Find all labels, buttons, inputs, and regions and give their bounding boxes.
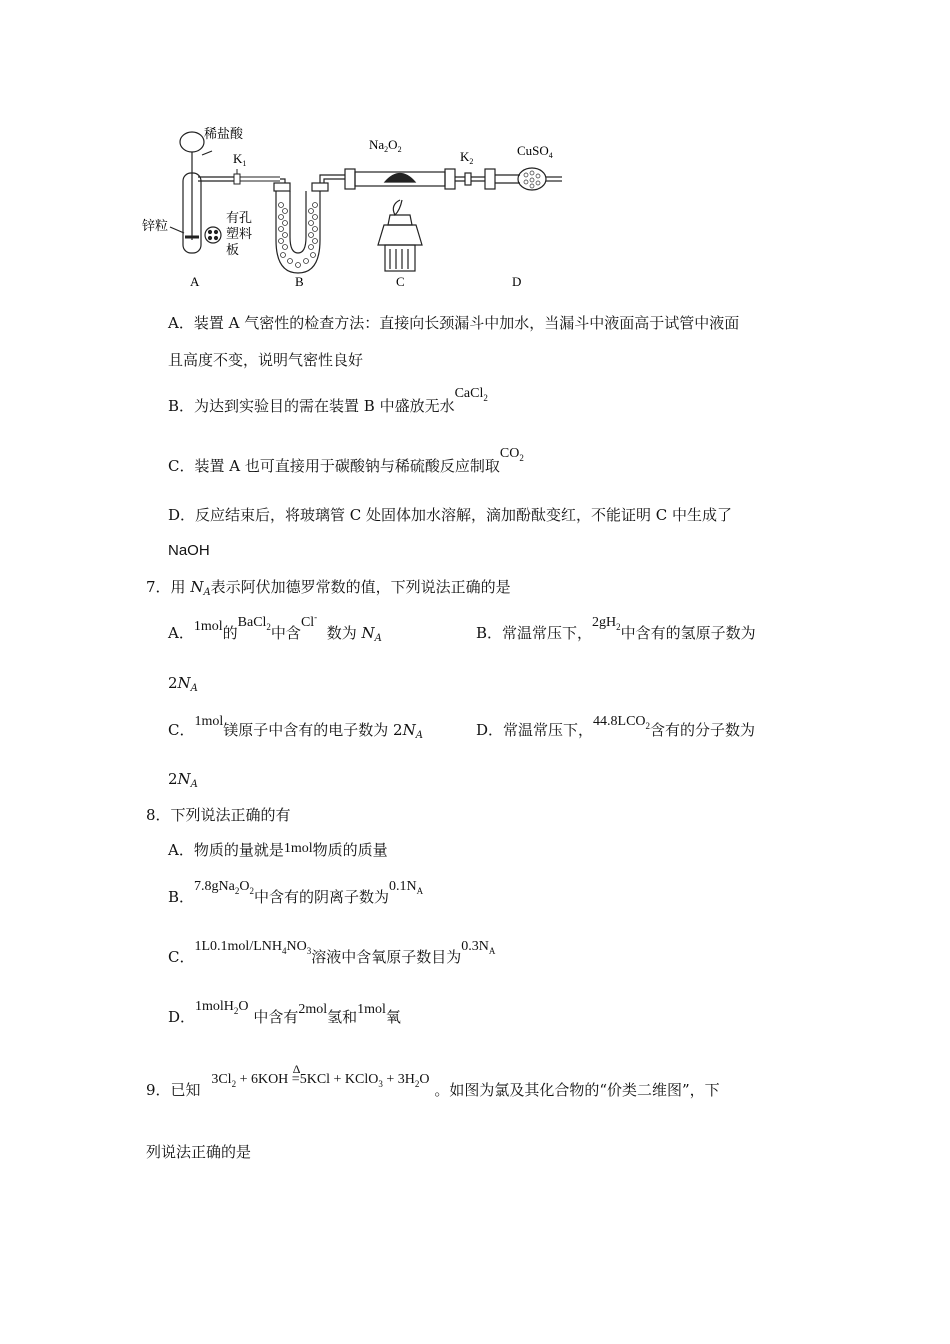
q9-equation: $3Cl_2 + 6KOH$ Δ =5KCl + KClO$_3$ + $3H_2O$ [211, 1062, 430, 1089]
label-plate-3: 板 [226, 242, 240, 257]
label-a: A [190, 274, 200, 289]
q6-option-b: B．为达到实验目的需在装置 B 中盛放无水CaCl$_2$ [168, 386, 488, 415]
label-c: C [396, 274, 405, 289]
label-k1: $K_1$ [233, 151, 247, 168]
valve-k1 [234, 169, 280, 184]
q6-option-d-line2: NaOH [168, 542, 210, 559]
q9-stem-line2: 列说法正确的是 [146, 1143, 252, 1161]
apparatus-figure [140, 125, 580, 295]
label-plate-1: 有孔 [226, 210, 253, 225]
label-b: B [295, 274, 304, 289]
q8-option-d: D．1molH$_2$O 中含有2mol氢和1mol氧 [168, 999, 401, 1026]
label-d: D [512, 274, 522, 289]
label-zinc: 锌粒 [142, 218, 169, 233]
q8-stem: 8．下列说法正确的有 [146, 806, 291, 824]
q6-option-a-line1: A．装置 A 气密性的检查方法：直接向长颈漏斗中加水，当漏斗中液面高于试管中液面 [168, 314, 740, 332]
q7-option-b: B．常温常压下，$2gH_2$中含有的氢原子数为 [476, 615, 756, 642]
q6-option-c: C．装置 A 也可直接用于碳酸钠与稀硫酸反应制取$CO_2$ [168, 446, 524, 475]
q8-option-c: C．$1L0.1mol/LNH_4NO_3$溶液中含氧原子数目为$0.3N_A$ [168, 939, 496, 966]
label-k2: $K_2$ [460, 149, 474, 166]
label-cuso4: CuSO$_4$ [517, 143, 553, 160]
q8-option-b: B．$7.8gNa_2O_2$中含有的阴离子数为$0.1N_A$ [168, 879, 424, 906]
label-acid: 稀盐酸 [204, 126, 244, 141]
q6-option-d-line1: D．反应结束后，将玻璃管 C 处固体加水溶解，滴加酚酞变红，不能证明 C 中生成了 [168, 506, 733, 524]
q7-option-d-cont: $2N_A$ [168, 770, 198, 790]
q7-option-b-cont: $2N_A$ [168, 674, 198, 694]
q9-stem: 9．已知 $3Cl_2 + 6KOH$ Δ =5KCl + KClO$_3$ + $3H_2O$ 。如图为氯及其化合物的“价类二维图”，下 [146, 1062, 720, 1099]
apparatus-c [345, 169, 455, 271]
q7-option-d: D．常温常压下，$44.8LCO_2$含有的分子数为 [476, 714, 756, 739]
q7-stem: 7．用 $N_A$表示阿伏加德罗常数的值，下列说法正确的是 [146, 578, 511, 598]
u-tube-beads [279, 203, 318, 268]
apparatus-d [455, 168, 562, 190]
q6-option-a-line2: 且高度不变，说明气密性良好 [168, 351, 364, 369]
cuso4-beads [524, 171, 540, 188]
label-plate-2: 塑料 [226, 226, 253, 241]
q7-option-c: C．1mol镁原子中含有的电子数为 $2N_A$ [168, 714, 423, 741]
q8-option-a: A．物质的量就是1mol物质的质量 [168, 841, 388, 859]
label-na2o2: $Na_2O_2$ [369, 137, 402, 154]
q7-option-a: A．1mol的BaCl$_2$中含Cl- 数为 $N_A$ [168, 612, 382, 644]
